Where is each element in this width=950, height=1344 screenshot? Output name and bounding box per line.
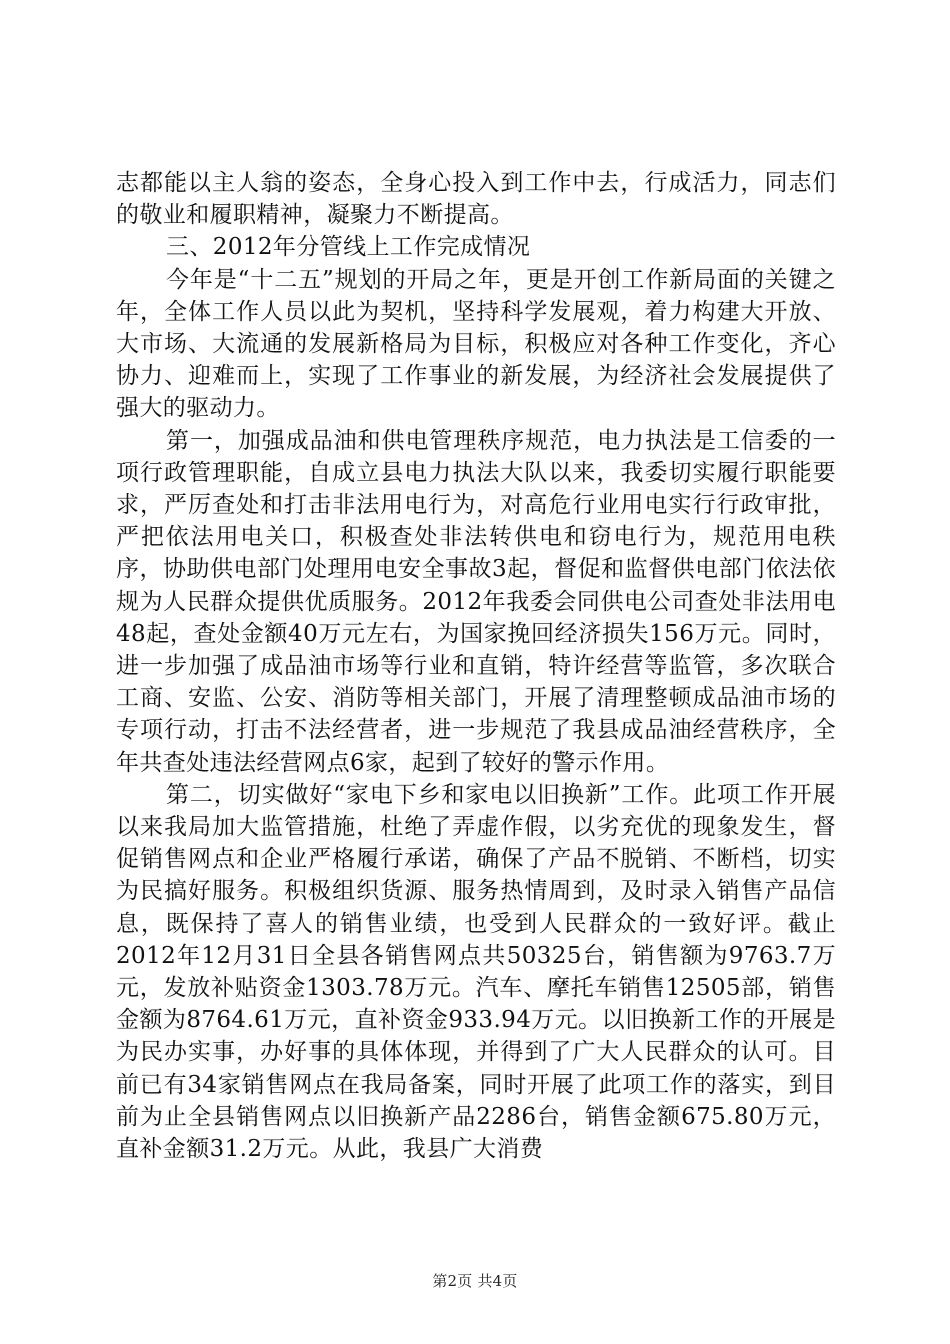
document-body	[116, 167, 836, 1165]
paragraph-first-item: 第一，加强成品油和供电管理秩序规范，电力执法是工信委的一项行政管理职能，自成立县电力执法大队以来，我委切实履行职能要求，严厉查处和打击非法用电行为，对高危行业用电实行行政审批，严把依法用电关口，积极查处非法转供电和窃电行为，规范用电秩序，协助供电部门处理用电安全事故3起，督促和监督供电部门依法依规为人民群众提供优质服务。2012年我委会同供电公司查处非法用电48起，查处金额40万元左右，为国家挽回经济损失156万元。同时，进一步加强了成品油市场等行业和直销，特许经营等监管，多次联合工商、安监、公安、消防等相关部门，开展了清理整顿成品油市场的专项行动，打击不法经营者，进一步规范了我县成品油经营秩序，全年共查处违法经营网点6家，起到了较好的警示作用。	[116, 427, 836, 776]
page-footer: 第2页 共4页	[432, 1272, 518, 1290]
paragraph-continuation: 志都能以主人翁的姿态，全身心投入到工作中去，行成活力，同志们的敬业和履职精神，凝聚力不断提高。	[116, 170, 836, 229]
section-heading: 三、2012年分管线上工作完成情况	[166, 234, 531, 261]
paragraph-intro: 今年是“十二五”规划的开局之年，更是开创工作新局面的关键之年，全体工作人员以此为契机，坚持科学发展观，着力构建大开放、大市场、大流通的发展新格局为目标，积极应对各种工作变化，齐心协力、迎难而上，实现了工作事业的新发展，为经济社会发展提供了强大的驱动力。	[116, 266, 836, 422]
paragraph-second-item: 第二，切实做好“家电下乡和家电以旧换新”工作。此项工作开展以来我局加大监管措施，杜绝了弄虚作假，以劣充优的现象发生，督促销售网点和企业严格履行承诺，确保了产品不脱销、不断档，切实为民搞好服务。积极组织货源、服务热情周到，及时录入销售产品信息，既保持了喜人的销售业绩，也受到人民群众的一致好评。截止2012年12月31日全县各销售网点共50325台，销售额为9763.7万元，发放补贴资金1303.78万元。汽车、摩托车销售12505部，销售金额为8764.61万元，直补资金933.94万元。以旧换新工作的开展是为民办实事，办好事的具体体现，并得到了广大人民群众的认可。目前已有34家销售网点在我局备案，同时开展了此项工作的落实，到目前为止全县销售网点以旧换新产品2286台，销售金额675.80万元，直补金额31.2万元。从此，我县广大消费	[116, 781, 836, 1163]
